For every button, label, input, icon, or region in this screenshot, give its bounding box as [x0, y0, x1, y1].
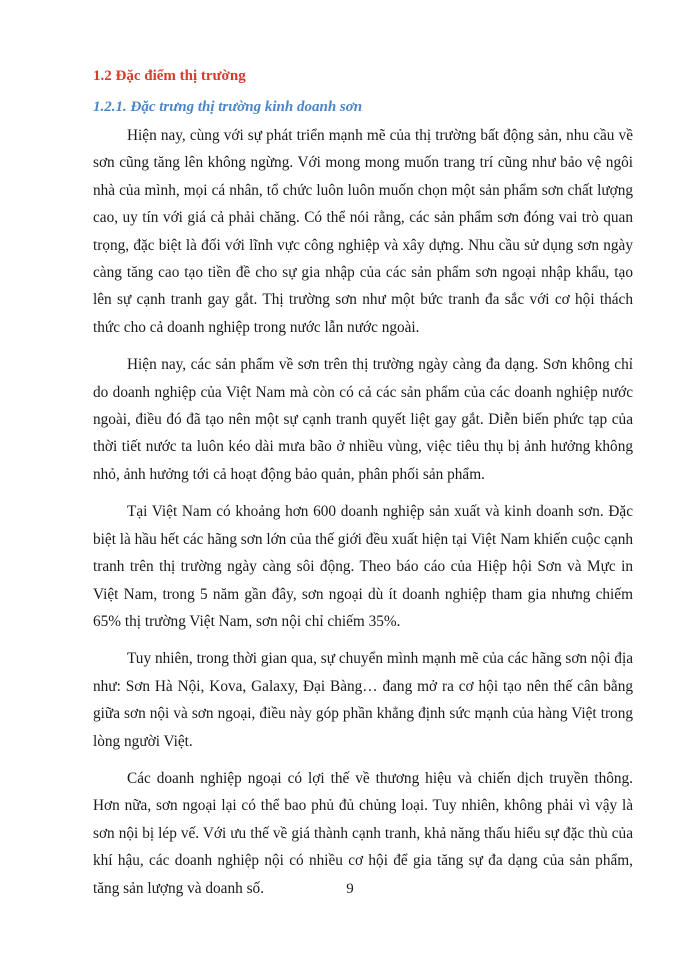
section-heading: 1.2 Đặc điểm thị trường [93, 68, 246, 84]
subsection-heading: 1.2.1. Đặc trưng thị trường kinh doanh sơn [93, 99, 363, 115]
page-number: 9 [346, 881, 354, 897]
paragraph-2: Hiện nay, các sản phẩm về sơn trên thị trường ngày càng đa dạng. Sơn không chỉ do doanh nghiệp của Việt Nam mà còn có cả các sản phẩm của các doanh nghiệp nước ngoài, điều đó đã tạo nên một sự cạnh tranh quyết liệt gay gắt. Diễn biến phức tạp của thời tiết nước ta luôn kéo dài mưa bão ở nhiều vùng, việc tiêu thụ bị ảnh hưởng không nhỏ, ảnh hưởng tới cả hoạt động bảo quản, phân phối sản phẩm. [93, 356, 633, 483]
paragraph-4: Tuy nhiên, trong thời gian qua, sự chuyển mình mạnh mẽ của các hãng sơn nội địa như: Sơn Hà Nội, Kova, Galaxy, Đại Bàng… đang mở ra cơ hội tạo nên thế cân bằng giữa sơn nội và sơn ngoại, điều này góp phần khẳng định sức mạnh của hàng Việt trong lòng người Việt. [93, 650, 633, 750]
document-page [93, 64, 633, 912]
paragraph-5: Các doanh nghiệp ngoại có lợi thế về thương hiệu và chiến dịch truyền thông. Hơn nữa, sơn ngoại lại có thể bao phủ đủ chủng loại. Tuy nhiên, không phải vì vậy là sơn nội bị lép vế. Với ưu thế về giá thành cạnh tranh, khả năng thấu hiểu sự đặc thù của khí hậu, các doanh nghiệp nội có nhiều cơ hội để gia tăng sự đa dạng của sản phẩm, tăng sản lượng và doanh số. [93, 769, 633, 897]
paragraph-1: Hiện nay, cùng với sự phát triển mạnh mẽ của thị trường bất động sản, nhu cầu về sơn cũng tăng lên không ngừng. Với mong mong muốn trang trí cũng như bảo vệ ngôi nhà của mình, mọi cá nhân, tổ chức luôn luôn muốn chọn một sản phẩm sơn chất lượng cao, uy tín với giá cả phải chăng. Có thể nói rằng, các sản phẩm sơn đóng vai trò quan trọng, đặc biệt là đối với lĩnh vực công nghiệp và xây dựng. Nhu cầu sử dụng sơn ngày càng tăng cao tạo tiền đề cho sự gia nhập của các sản phẩm sơn ngoại nhập khẩu, tạo lên sự cạnh tranh gay gắt. Thị trường sơn như một bức tranh đa sắc với cơ hội thách thức cho cả doanh nghiệp trong nước lẫn nước ngoài. [93, 127, 633, 336]
paragraph-3: Tại Việt Nam có khoảng hơn 600 doanh nghiệp sản xuất và kinh doanh sơn. Đặc biệt là hầu hết các hãng sơn lớn của thế giới đều xuất hiện tại Việt Nam khiến cuộc cạnh tranh trên thị trường ngày càng sôi động. Theo báo cáo của Hiệp hội Sơn và Mực in Việt Nam, trong 5 năm gần đây, sơn ngoại dù ít doanh nghiệp tham gia nhưng chiếm 65% thị trường Việt Nam, sơn nội chỉ chiếm 35%. [93, 503, 634, 630]
